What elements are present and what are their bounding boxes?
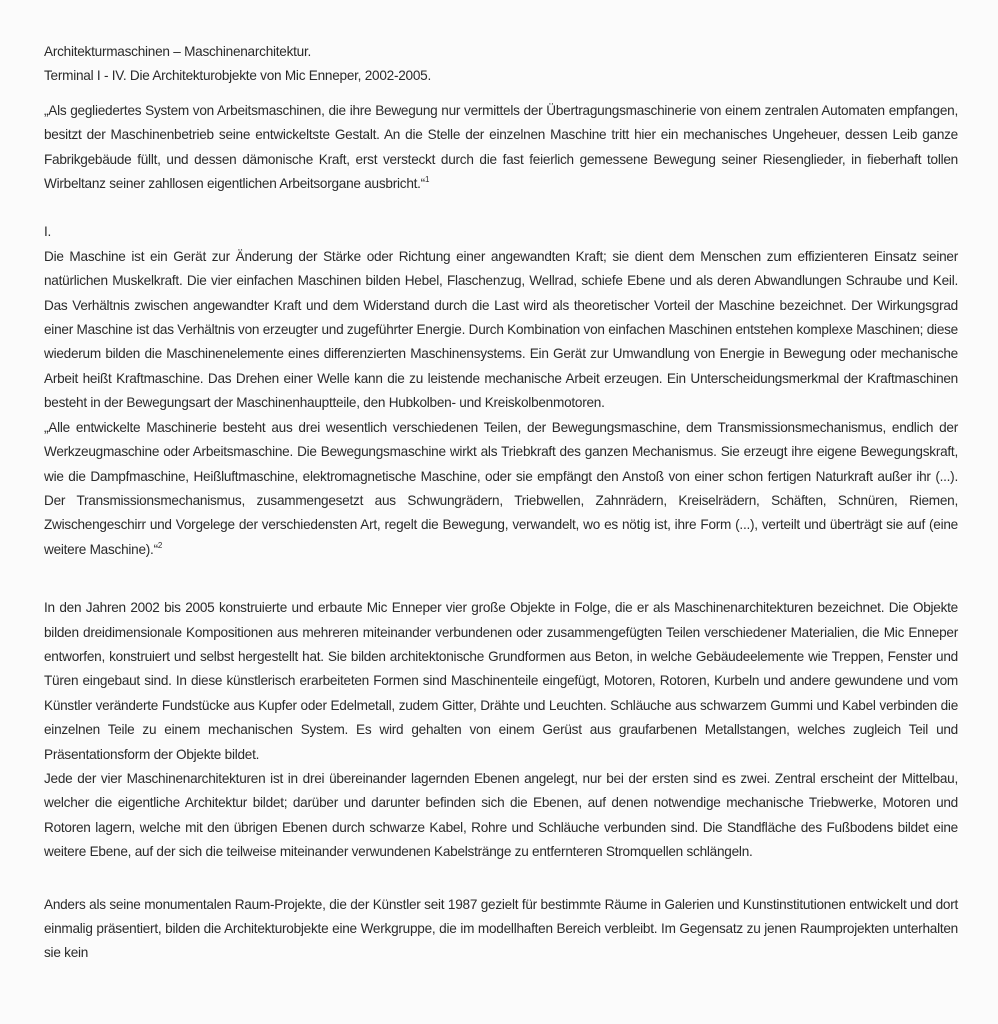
body-paragraph-1: Die Maschine ist ein Gerät zur Änderung der Stärke oder Richtung einer angewandten Kraft; sie dient dem Menschen zum effizienteren Einsatz seiner natürlichen Muskelkraft. Die vier einfachen Maschinen bilden Hebel, Flaschenzug, Wellrad, schiefe Ebene und als deren Abwandlungen Schraube und Keil. Das Verhältnis zwischen angewandter Kraft und dem Widerstand durch die Last wird als theoretischer Vorteil der Maschine bezeichnet. Der Wirkungsgrad einer Maschine ist das Verhältnis von erzeugter und zugeführter Energie. Durch Kombination von einfachen Maschinen entstehen komplexe Maschinen; diese wiederum bilden die Maschinenelemente eines differenzierten Maschinensystems. Ein Gerät zur Umwandlung von Energie in Bewegung oder mechanische Arbeit heißt Kraftmaschine. Das Drehen einer Welle kann die zu leistende mechanische Arbeit erzeugen. Ein Unterscheidungsmerkmal der Kraftmaschinen besteht in der Bewegungsart der Maschinenhauptteile, den Hubkolben- und Kreiskolbenmotoren.: [44, 248, 958, 411]
quote-text-2: „Alle entwickelte Maschinerie besteht aus drei wesentlich verschiedenen Teilen, der Bewegungsmaschine, dem Transmissionsmechanismus, endlich der Werkzeugmaschine oder Arbeitsmaschine. Die Bewegungsmaschine wirkt als Triebkraft des ganzen Mechanismus. Sie erzeugt ihre eigene Bewegungskraft, wie die Dampfmaschine, Heißluftmaschine, elektromagnetische Maschine, oder sie empfängt den Anstoß von einer schon fertigen Naturkraft außer ihr (...). Der Transmissionsmechanismus, zusammengesetzt aus Schwungrädern, Triebwellen, Zahnrädern, Kreiselrädern, Schäften, Schnüren, Riemen, Zwischengeschirr und Vorgelege der verschiedensten Art, regelt die Bewegung, verwandelt, wo es nötig ist, ihre Form (...), verteilt und überträgt sie auf (eine weitere Maschine).“: [44, 419, 958, 557]
section-label: I.: [44, 224, 52, 240]
quote-text-1: „Als gegliedertes System von Arbeitsmaschinen, die ihre Bewegung nur vermittels der Übertragungsmaschinerie von einem zentralen Automaten empfangen, besitzt der Maschinenbetrieb seine entwickeltste Gestalt. An die Stelle der einzelnen Maschine tritt hier ein mechanisches Ungeheuer, dessen Leib ganze Fabrikgebäude füllt, und dessen dämonische Kraft, erst versteckt durch die fast feierlich gemessene Bewegung seiner Riesenglieder, in fieberhaft tollen Wirbeltanz seiner zahllosen eigentlichen Arbeitsorgane ausbricht.“: [44, 102, 958, 192]
quote-paragraph-1: [44, 99, 958, 197]
document-heading: Architekturmaschinen – Maschinenarchitektur.: [44, 44, 312, 59]
quote-paragraph-2: [44, 416, 958, 562]
body-paragraph-3: Jede der vier Maschinenarchitekturen ist in drei übereinander lagernden Ebenen angelegt, nur bei der ersten sind es zwei. Zentral erscheint der Mittelbau, welcher die eigentliche Architektur bildet; darüber und darunter befinden sich die Ebenen, auf denen notwendige mechanische Triebwerke, Motoren und Rotoren lagern, welche mit den übrigen Ebenen durch schwarze Kabel, Rohre und Schläuche verbunden sind. Die Standfläche des Fußbodens bildet eine weitere Ebene, auf der sich die teilweise miteinander verwundenen Kabelstränge zu entfernteren Stromquellen schlängeln.: [44, 770, 958, 860]
body-paragraph-2: In den Jahren 2002 bis 2005 konstruierte und erbaute Mic Enneper vier große Objekte in Folge, die er als Maschinenarchitekturen bezeichnet. Die Objekte bilden dreidimensionale Kompositionen aus mehreren miteinander verbundenen oder zusammengefügten Teilen verschiedener Materialien, die Mic Enneper entworfen, konstruiert und selbst hergestellt hat. Sie bilden architektonische Grundformen aus Beton, in welche Gebäudeelemente wie Treppen, Fenster und Türen eingebaut sind. In diese künstlerisch erarbeiteten Formen sind Maschinenteile eingefügt, Motoren, Rotoren, Kurbeln und andere gewundene und vom Künstler veränderte Fundstücke aus Kupfer oder Edelmetall, zudem Gitter, Drähte und Leuchten. Schläuche aus schwarzem Gummi und Kabel verbinden die einzelnen Teile zu einem mechanischen System. Es wird gehalten von einem Gerüst aus graufarbenen Metallstangen, welches zugleich Teil und Präsentationsform der Objekte bildet.: [44, 600, 958, 762]
body-paragraph-4: Anders als seine monumentalen Raum-Projekte, die der Künstler seit 1987 gezielt für bestimmte Räume in Galerien und Kunstinstitutionen entwickelt und dort einmalig präsentiert, bilden die Architekturobjekte eine Werkgruppe, die im modellhaften Bereich verbleibt. Im Gegensatz zu jenen Raumprojekten unterhalten sie kein: [44, 896, 958, 961]
footnote-marker-2: 2: [157, 540, 163, 550]
footnote-marker-1: 1: [424, 175, 430, 185]
document-subheading: Terminal I - IV. Die Architekturobjekte von Mic Enneper, 2002-2005.: [44, 68, 431, 84]
